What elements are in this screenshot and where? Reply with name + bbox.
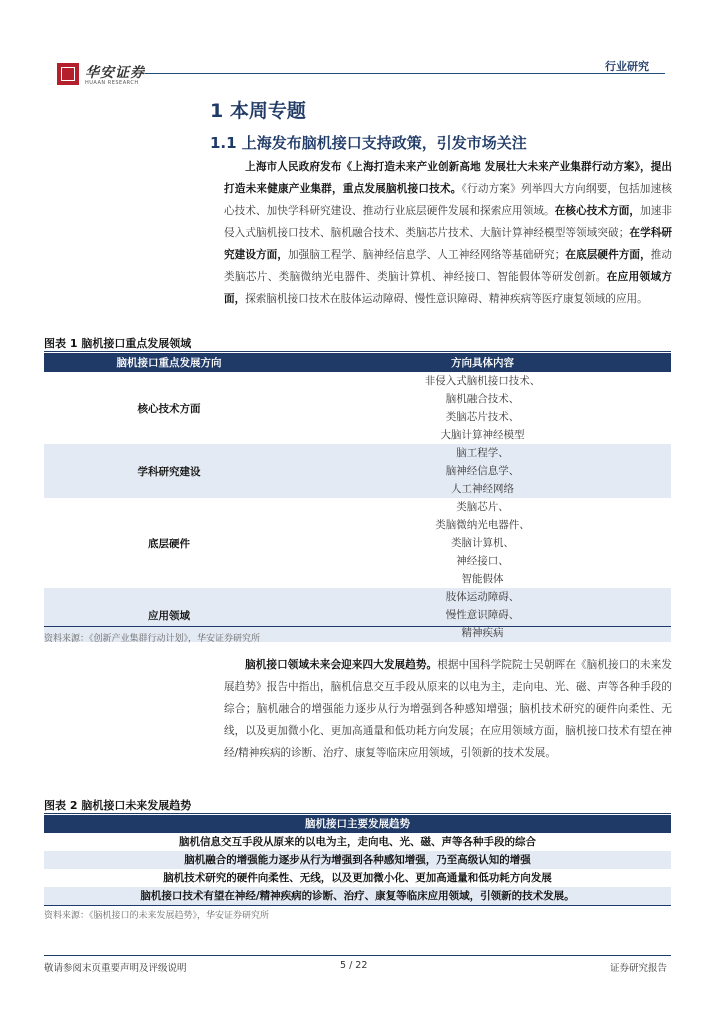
- table-cell-category: 学科研究建设: [44, 444, 294, 498]
- figure2-source: 资料来源：《脑机接口的未来发展趋势》，华安证券研究所: [44, 911, 270, 921]
- list-item: 慢性意识障碍、: [445, 609, 520, 621]
- list-item: 脑工程学、: [456, 447, 509, 459]
- page-number: 5 / 22: [340, 960, 368, 971]
- table-row: 脑机技术研究的硬件向柔性、无线，以及更加微小化、更加高通量和低功耗方向发展: [163, 872, 552, 884]
- list-item: 人工神经网络: [451, 483, 514, 495]
- list-item: 肢体运动障碍、: [445, 591, 520, 603]
- table-cell-category: 底层硬件: [148, 537, 190, 550]
- figure2-label: 图表 2 脑机接口未来发展趋势: [44, 799, 192, 812]
- policy-paragraph: [224, 156, 672, 310]
- company-logo-icon: [57, 63, 79, 85]
- footer-report-type: 证券研究报告: [610, 963, 668, 974]
- table-row: 脑机融合的增强能力逐步从行为增强到各种感知增强，乃至高级认知的增强: [44, 851, 671, 869]
- table-row: [44, 498, 671, 588]
- list-item: 类脑微纳光电器件、: [435, 519, 530, 531]
- list-item: 类脑芯片技术、: [445, 411, 520, 423]
- policy-text-1: 《行动方案》列举四大方向纲要，包括加速核心技术、加快学科研究建设、推动行业底层硬件发展和探索应用领域。: [224, 183, 672, 217]
- footer-rule: [44, 955, 671, 956]
- policy-text-3: 加强脑工程学、脑神经信息学、人工神经网络等基础研究；: [288, 249, 566, 261]
- policy-core-tech-lead: 在核心技术方面，: [554, 205, 641, 217]
- policy-text-4: 推动类脑芯片、类脑微纳光电器件、类脑计算机、神经接口、智能假体等研发创新。: [224, 249, 673, 283]
- figure1-col-content: 方向具体内容: [294, 353, 671, 372]
- policy-discipline-lead: 在学科研究建设方面，: [224, 227, 673, 261]
- figure1-rule: [44, 351, 671, 352]
- policy-application-lead: 在应用领域方面，: [224, 271, 673, 305]
- figure1-bottom-rule: [44, 626, 671, 627]
- trend-text: 根据中国科学院院士吴朝晖在《脑机接口的未来发展趋势》报告中指出，脑机信息交互手段从原来的以电为主，走向电、光、磁、声等各种手段的综合；脑机融合的增强能力逐步从行为增强到各种感知增强；脑机技术研究的硬件向柔性、无线，以及更加微小化、更加高通量和低功耗方向发展；在应用领域方面，脑机接口技术有望在神经/精神疾病的诊断、治疗、康复等临床应用领域，引领新的技术发展。: [224, 659, 673, 759]
- figure2-table: [44, 815, 671, 905]
- list-item: 神经接口、: [456, 555, 509, 567]
- list-item: 大脑计算神经模型: [440, 429, 525, 441]
- figure1-table: [44, 353, 671, 642]
- company-subtitle: HUAAN RESEARCH: [85, 80, 139, 86]
- table-cell-items: [294, 444, 671, 498]
- list-item: 类脑计算机、: [451, 537, 514, 549]
- list-item: 脑机融合技术、: [445, 393, 520, 405]
- table-cell-items: [294, 372, 671, 444]
- table-row: 脑机信息交互手段从原来的以电为主，走向电、光、磁、声等各种手段的综合: [179, 836, 536, 848]
- table-cell-category: 核心技术方面: [137, 402, 201, 415]
- table-cell-items: [294, 588, 671, 642]
- footer-disclaimer: 敬请参阅末页重要声明及评级说明: [44, 963, 187, 974]
- list-item: 智能假体: [461, 573, 504, 585]
- figure1-source: 资料来源：《创新产业集群行动计划》，华安证券研究所: [44, 634, 261, 644]
- report-type-label: 行业研究: [605, 60, 649, 73]
- figure1-col-direction: 脑机接口重点发展方向: [44, 353, 294, 372]
- table-row: 脑机接口技术有望在神经/精神疾病的诊断、治疗、康复等临床应用领域，引领新的技术发展。: [44, 887, 671, 905]
- figure2-header: 脑机接口主要发展趋势: [44, 815, 671, 833]
- list-item: 非侵入式脑机接口技术、: [424, 375, 541, 387]
- policy-hardware-lead: 在底层硬件方面，: [565, 249, 651, 261]
- figure1-label: 图表 1 脑机接口重点发展领域: [44, 337, 192, 350]
- trend-paragraph: [224, 654, 672, 764]
- list-item: 脑神经信息学、: [445, 465, 520, 477]
- subsection-heading: 1.1 上海发布脑机接口支持政策，引发市场关注: [210, 134, 527, 152]
- policy-lead: 上海市人民政府发布《上海打造未来产业创新高地 发展壮大未来产业集群行动方案》，提出打造未来健康产业集群，重点发展脑机接口技术。: [224, 161, 672, 195]
- company-name: 华安证券: [85, 65, 145, 81]
- table-row: [44, 372, 671, 444]
- section-heading: 1 本周专题: [210, 100, 306, 122]
- policy-text-2: 加速非侵入式脑机接口技术、脑机融合技术、类脑芯片技术、大脑计算神经模型等领域突破；: [224, 205, 673, 239]
- table-cell-items: [294, 498, 671, 588]
- trend-lead: 脑机接口领域未来会迎来四大发展趋势。: [245, 659, 438, 671]
- header-rule: [145, 73, 665, 74]
- table-cell-category: 应用领域: [44, 588, 294, 642]
- list-item: 类脑芯片、: [456, 501, 509, 513]
- table-row: [44, 444, 671, 498]
- figure2-bottom-rule: [44, 905, 671, 906]
- policy-text-5: 探索脑机接口技术在肢体运动障碍、慢性意识障碍、精神疾病等医疗康复领域的应用。: [245, 293, 648, 305]
- list-item: 精神疾病: [461, 627, 504, 639]
- figure2-rule: [44, 813, 671, 814]
